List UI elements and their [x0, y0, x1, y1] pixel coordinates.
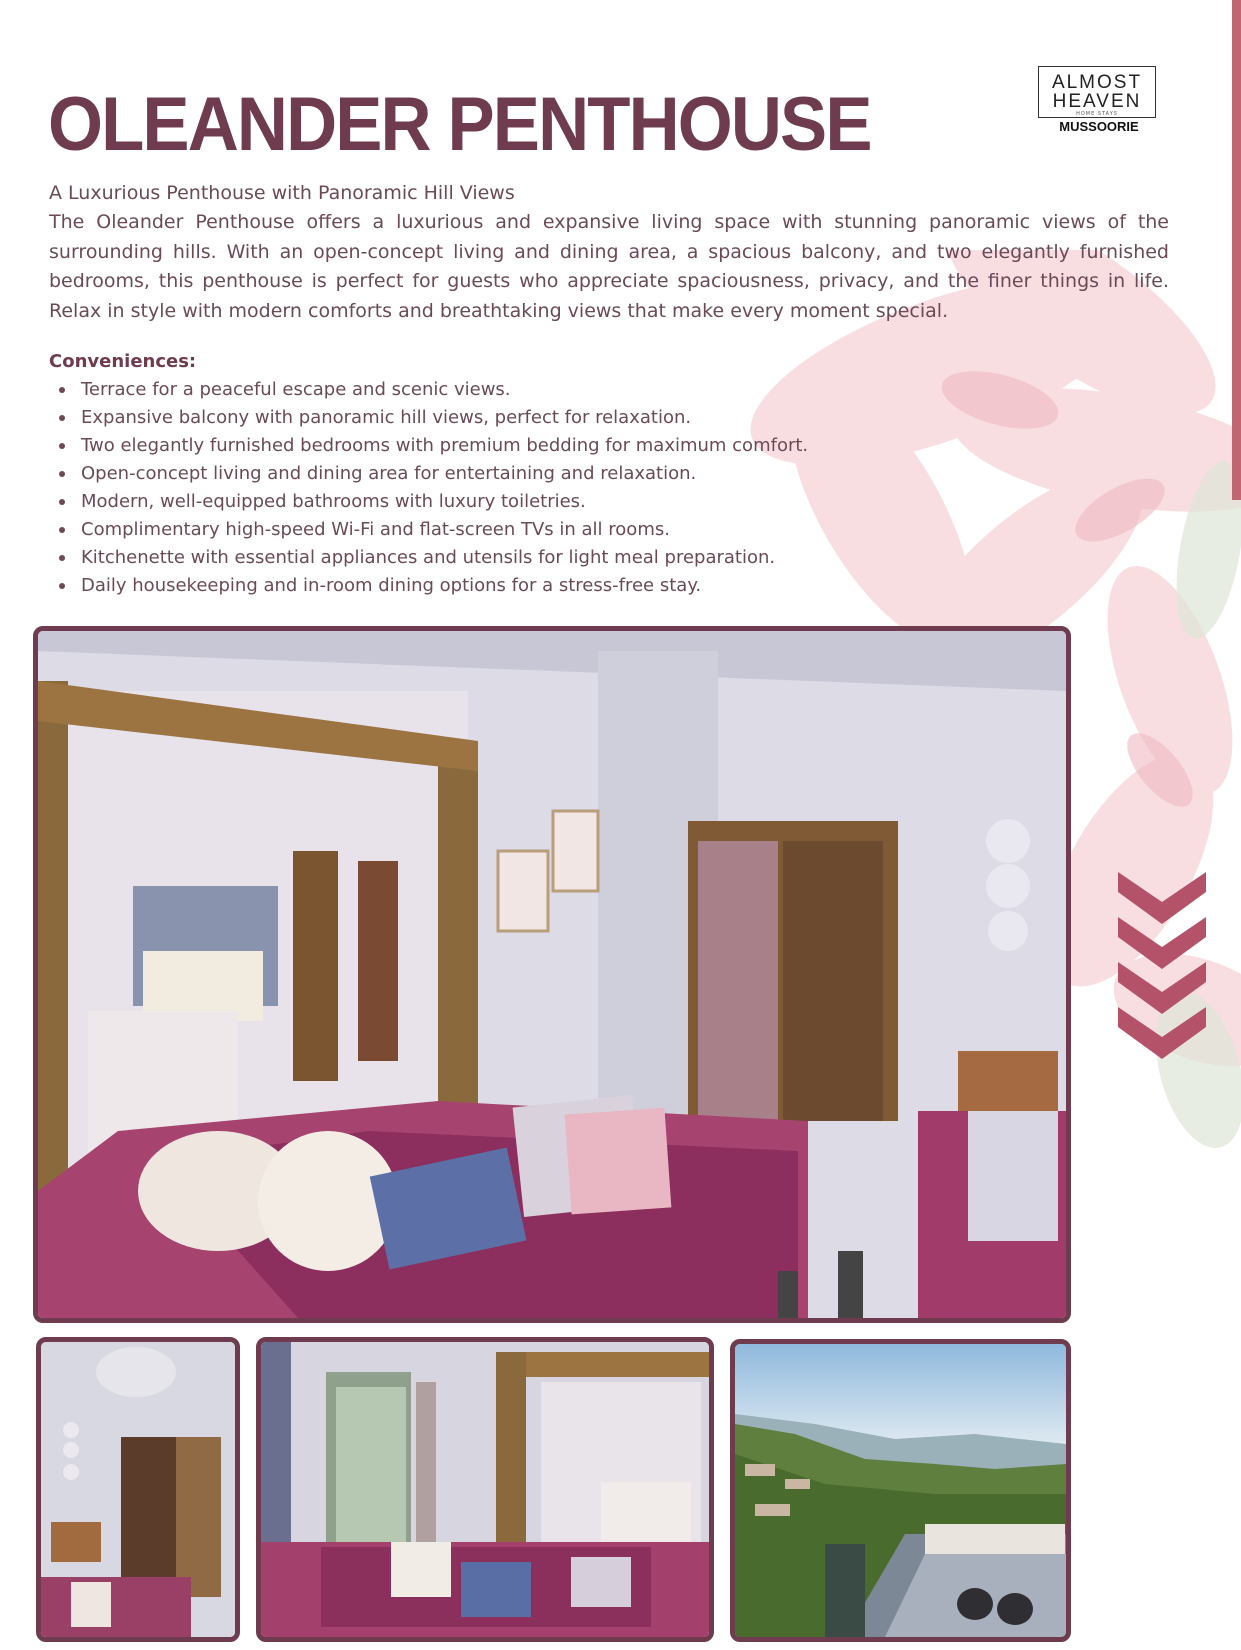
subtitle: A Luxurious Penthouse with Panoramic Hill Views	[49, 182, 515, 204]
list-item: Two elegantly furnished bedrooms with premium bedding for maximum comfort.	[81, 432, 1169, 460]
logo-tagline: HOME STAYS	[1076, 111, 1118, 117]
chevron-down-icon	[1118, 872, 1206, 1062]
balcony-living-photo	[256, 1337, 714, 1642]
logo-line-2: HEAVEN	[1052, 91, 1142, 112]
list-item: Daily housekeeping and in-room dining options for a stress-free stay.	[81, 572, 1169, 600]
living-room-photo	[33, 626, 1071, 1323]
list-item: Open-concept living and dining area for entertaining and relaxation.	[81, 460, 1169, 488]
list-item: Terrace for a peaceful escape and scenic views.	[81, 376, 1169, 404]
accent-stripe	[1232, 0, 1241, 500]
page-title: OLEANDER PENTHOUSE	[48, 82, 871, 167]
list-item: Expansive balcony with panoramic hill views, perfect for relaxation.	[81, 404, 1169, 432]
conveniences-heading: Conveniences:	[49, 351, 197, 373]
conveniences-list	[49, 376, 1169, 600]
brand-logo	[1038, 66, 1160, 135]
logo-line-1: ALMOST	[1051, 72, 1143, 93]
description: The Oleander Penthouse offers a luxurious and expansive living space with stunning panoramic views of the surrounding hills. With an open-concept living and dining area, a spacious balcony, and two elegantly furnished bedrooms, this penthouse is perfect for guests who appreciate spaciousness, privacy, and the finer things in life. Relax in style with modern comforts and breathtaking views that make every moment special.	[49, 211, 1169, 322]
list-item: Kitchenette with essential appliances and utensils for light meal preparation.	[81, 544, 1169, 572]
logo-frame	[1038, 66, 1156, 118]
list-item: Modern, well-equipped bathrooms with luxury toiletries.	[81, 488, 1169, 516]
hallway-photo	[36, 1337, 240, 1642]
intro-section	[49, 178, 1169, 600]
list-item: Complimentary high-speed Wi-Fi and flat-screen TVs in all rooms.	[81, 516, 1169, 544]
terrace-view-photo	[730, 1339, 1071, 1642]
logo-location: MUSSOORIE	[1059, 119, 1139, 134]
